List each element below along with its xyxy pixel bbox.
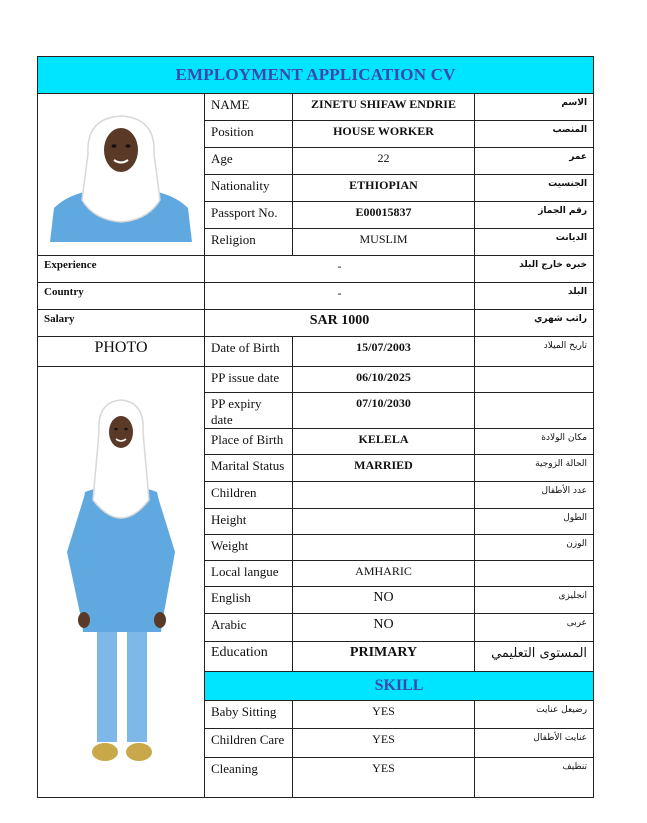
arabic-education: المستوى التعليمي	[475, 642, 594, 672]
value-marital: MARRIED	[293, 455, 475, 482]
value-nationality: ETHIOPIAN	[293, 175, 475, 202]
full-body-photo-cell	[38, 367, 205, 798]
arabic-country: البلد	[475, 283, 594, 310]
label-passport: Passport No.	[205, 202, 293, 229]
label-salary: Salary	[38, 310, 205, 337]
label-height: Height	[205, 509, 293, 535]
value-pp-expiry: 07/10/2030	[293, 393, 475, 429]
label-country: Country	[38, 283, 205, 310]
cv-table	[37, 56, 594, 798]
label-arabic: Arabic	[205, 614, 293, 642]
salary-row	[38, 310, 594, 337]
value-country: -	[205, 283, 475, 310]
value-weight	[293, 535, 475, 561]
value-pp-issue: 06/10/2025	[293, 367, 475, 393]
value-religion: MUSLIM	[293, 229, 475, 256]
skill-title: SKILL	[205, 672, 594, 701]
value-local-language: AMHARIC	[293, 561, 475, 587]
arabic-baby-sitting: رضيعل عنايت	[475, 701, 594, 729]
arabic-children-care: عنايت الأطفال	[475, 729, 594, 758]
label-children: Children	[205, 482, 293, 509]
label-baby-sitting: Baby Sitting	[205, 701, 293, 729]
arabic-passport: رقم الجماز	[475, 202, 594, 229]
detail-row-pp-issue	[38, 367, 594, 393]
detail-row-dob	[38, 337, 594, 367]
value-education: PRIMARY	[293, 642, 475, 672]
photo-label: PHOTO	[38, 337, 205, 367]
arabic-children: عدد الأطفال	[475, 482, 594, 509]
title-row	[38, 57, 594, 94]
arabic-salary: راتب شهري	[475, 310, 594, 337]
value-baby-sitting: YES	[293, 701, 475, 729]
arabic-marital: الحالة الزوجية	[475, 455, 594, 482]
value-position: HOUSE WORKER	[293, 121, 475, 148]
arabic-name: الاسم	[475, 94, 594, 121]
value-passport: E00015837	[293, 202, 475, 229]
label-cleaning: Cleaning	[205, 758, 293, 798]
value-english: NO	[293, 587, 475, 614]
arabic-age: عمر	[475, 148, 594, 175]
value-experience: -	[205, 256, 475, 283]
arabic-dob: تاريخ الميلاد	[475, 337, 594, 367]
label-pob: Place of Birth	[205, 429, 293, 455]
label-pp-expiry: PP expiry date	[205, 393, 293, 429]
arabic-nationality: الجنسيت	[475, 175, 594, 202]
value-pob: KELELA	[293, 429, 475, 455]
value-salary: SAR 1000	[205, 310, 475, 337]
value-name: ZINETU SHIFAW ENDRIE	[293, 94, 475, 121]
arabic-height: الطول	[475, 509, 594, 535]
value-cleaning: YES	[293, 758, 475, 798]
arabic-arabic: عربى	[475, 614, 594, 642]
arabic-experience: خبره خارج البلد	[475, 256, 594, 283]
label-weight: Weight	[205, 535, 293, 561]
value-arabic: NO	[293, 614, 475, 642]
arabic-pob: مكان الولادة	[475, 429, 594, 455]
arabic-local-language	[475, 561, 594, 587]
experience-row	[38, 256, 594, 283]
arabic-religion: الديانت	[475, 229, 594, 256]
value-age: 22	[293, 148, 475, 175]
label-education: Education	[205, 642, 293, 672]
label-age: Age	[205, 148, 293, 175]
label-english: English	[205, 587, 293, 614]
arabic-pp-issue	[475, 367, 594, 393]
value-height	[293, 509, 475, 535]
portrait-photo	[48, 108, 194, 242]
cv-sheet	[37, 56, 593, 798]
country-row	[38, 283, 594, 310]
label-experience: Experience	[38, 256, 205, 283]
personal-row-name	[38, 94, 594, 121]
label-name: NAME	[205, 94, 293, 121]
arabic-english: انجليزى	[475, 587, 594, 614]
value-children-care: YES	[293, 729, 475, 758]
arabic-position: المنصب	[475, 121, 594, 148]
label-religion: Religion	[205, 229, 293, 256]
label-local-language: Local langue	[205, 561, 293, 587]
label-pp-issue: PP issue date	[205, 367, 293, 393]
value-children	[293, 482, 475, 509]
arabic-weight: الوزن	[475, 535, 594, 561]
full-body-photo	[41, 382, 201, 782]
arabic-pp-expiry	[475, 393, 594, 429]
portrait-photo-cell	[38, 94, 205, 256]
value-dob: 15/07/2003	[293, 337, 475, 367]
arabic-cleaning: تنظيف	[475, 758, 594, 798]
label-children-care: Children Care	[205, 729, 293, 758]
label-dob: Date of Birth	[205, 337, 293, 367]
label-nationality: Nationality	[205, 175, 293, 202]
label-position: Position	[205, 121, 293, 148]
cv-title: EMPLOYMENT APPLICATION CV	[38, 57, 594, 94]
label-marital: Marital Status	[205, 455, 293, 482]
